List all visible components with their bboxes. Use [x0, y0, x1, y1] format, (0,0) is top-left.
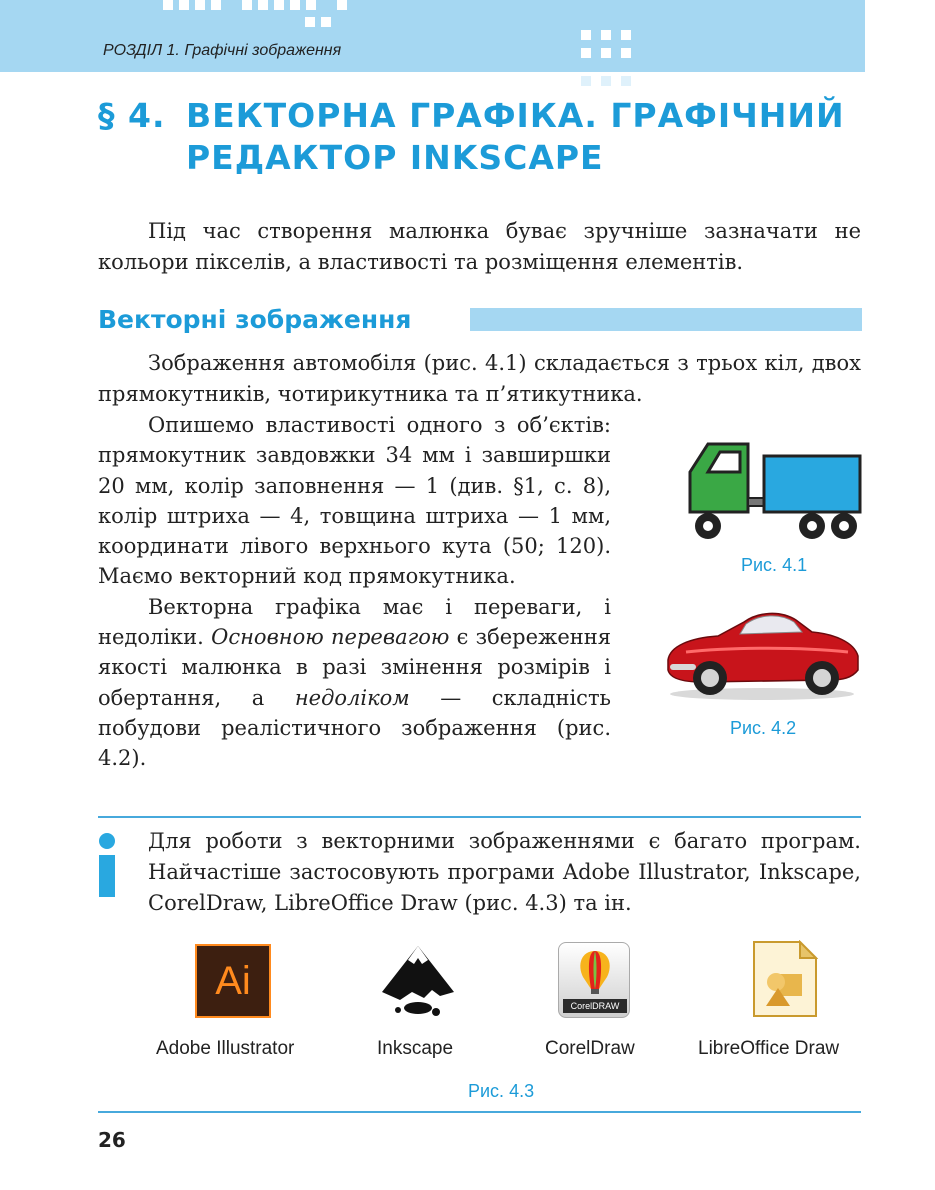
section-number: § 4.: [98, 96, 166, 135]
header-decor: [290, 0, 300, 10]
header-decor: [211, 0, 221, 10]
truck-figure: [686, 438, 862, 544]
figure-4-1-caption: Рис. 4.1: [741, 555, 808, 575]
adobe-illustrator-icon: [195, 944, 271, 1018]
header-decor: [305, 17, 315, 27]
paragraph-1-text: Зображення автомобіля (рис. 4.1) складається з трьох кіл, двох прямокутників, чотирикутника та п’ятикутника.: [98, 351, 861, 406]
header-decor: [242, 0, 252, 10]
balloon-icon: [575, 949, 615, 995]
emphasis-advantage: Основною перевагою: [211, 625, 450, 650]
header-decor: [621, 48, 631, 58]
rule-bottom: [98, 1111, 861, 1113]
header-decor: [601, 48, 611, 58]
header-band: [0, 0, 865, 72]
rule-top: [98, 816, 861, 818]
section-title-line1: ВЕКТОРНА ГРАФІКА. ГРАФІЧНИЙ: [186, 96, 845, 135]
header-decor: [258, 0, 268, 10]
paragraph-1: [98, 348, 861, 410]
header-decor: [163, 0, 173, 10]
figure-4-3-caption: Рис. 4.3: [468, 1081, 535, 1101]
header-decor: [581, 76, 591, 86]
header-decor: [306, 0, 316, 10]
app-label-libreoffice-draw: LibreOffice Draw: [698, 1038, 840, 1059]
subheading: Векторні зображення: [98, 305, 412, 334]
intro-text: Під час створення малюнка буває зручніше зазначати не кольори пікселів, а властивості та розміщення елементів.: [98, 219, 861, 274]
ai-icon-text: Ai: [215, 958, 251, 1003]
truck-wheel-hub: [807, 521, 817, 531]
coreldraw-icon-label: CorelDRAW: [563, 999, 627, 1013]
header-decor: [621, 76, 631, 86]
paragraph-3-part: Векторна графіка має і переваги, і недоліки.: [98, 594, 611, 650]
truck-wheel-hub: [839, 521, 849, 531]
header-decor: [337, 0, 347, 10]
app-label-inkscape: Inkscape: [377, 1038, 454, 1059]
paragraph-3: [98, 592, 611, 774]
emphasis-disadvantage: недоліком: [294, 685, 410, 710]
car-bumper: [670, 664, 696, 670]
header-decor: [581, 48, 591, 58]
header-decor: [601, 30, 611, 40]
paragraph-3-part: — складність побудови реалістичного зображення (рис. 4.2).: [98, 685, 611, 771]
libreoffice-draw-icon: [752, 940, 818, 1018]
chapter-title: РОЗДІЛ 1. Графічні зображення: [103, 42, 342, 59]
figure-4-2-caption: Рис. 4.2: [730, 718, 797, 738]
header-decor: [195, 0, 205, 10]
info-text: Для роботи з векторними зображеннями є багато програм. Найчастіше застосовують програми Adobe Illustrator, Inkscape, CorelDraw, LibreOffice Draw (рис. 4.3) та ін.: [148, 829, 861, 915]
section-title-line2: РЕДАКТОР INKSCAPE: [186, 138, 604, 177]
truck-box: [764, 456, 860, 512]
page-number: 26: [98, 1128, 126, 1152]
info-icon: [96, 833, 118, 897]
car-hubcap: [813, 669, 831, 687]
column-text: [98, 410, 611, 774]
coreldraw-icon: [558, 942, 630, 1018]
paragraph-2: [98, 410, 611, 592]
header-decor: [274, 0, 284, 10]
subheading-bar: [470, 308, 862, 331]
app-label-coreldraw: CorelDraw: [545, 1038, 635, 1059]
car-hubcap: [701, 669, 719, 687]
inkscape-icon: [378, 942, 458, 1022]
car-figure: [662, 598, 862, 702]
header-decor: [321, 17, 331, 27]
intro-paragraph: [98, 216, 861, 278]
header-decor: [179, 0, 189, 10]
truck-wheel-hub: [703, 521, 713, 531]
app-label-adobe-illustrator: Adobe Illustrator: [156, 1038, 295, 1059]
paragraph-3-part: є збереження якості малюнка в разі змінення розмірів і обертання, а: [98, 625, 612, 710]
header-decor: [621, 30, 631, 40]
header-decor: [581, 30, 591, 40]
header-decor: [601, 76, 611, 86]
paragraph-2-text: Опишемо властивості одного з об’єктів: прямокутник завдовжки 34 мм і завширшки 20 мм, колір заповнення — 1 (див. §1, с. 8), колір штриха — 4, товщина штриха — 1 мм, координати лівого верхнього кута (50; 120). Маємо векторний код прямокутника.: [98, 413, 611, 589]
